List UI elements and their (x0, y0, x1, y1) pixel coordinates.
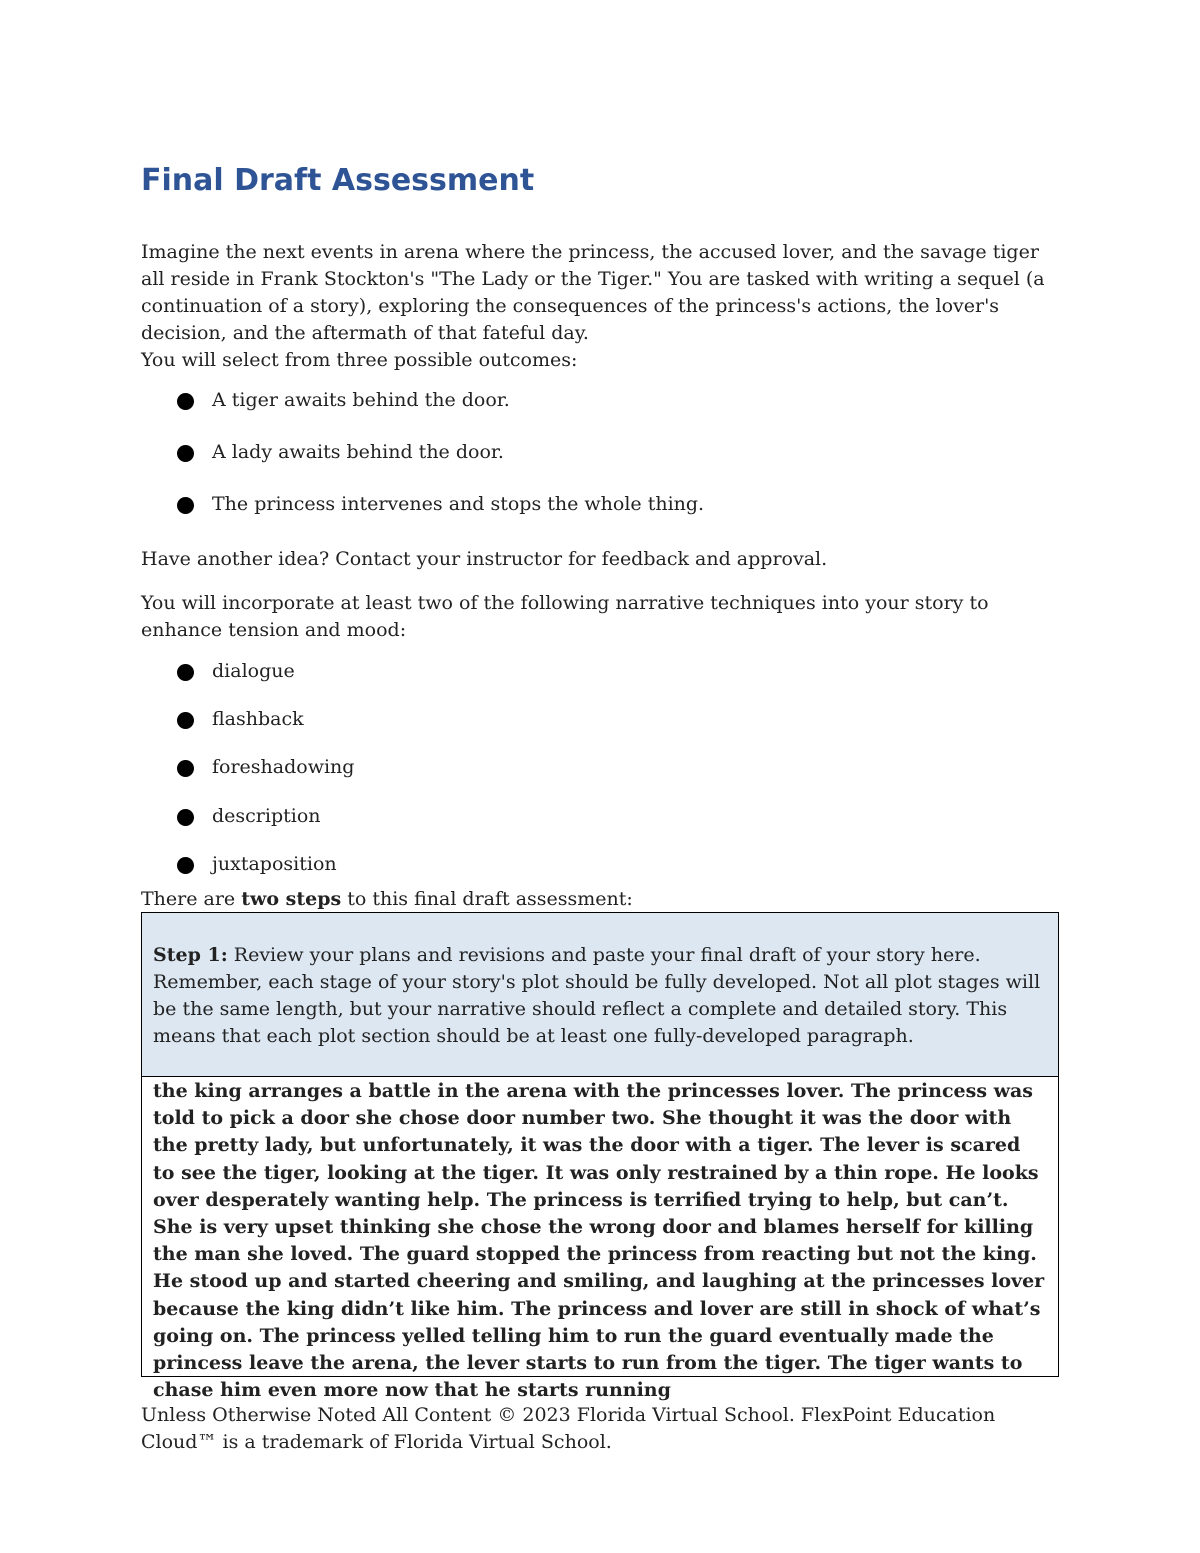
technique-text: flashback (212, 708, 304, 731)
list-item (177, 706, 354, 754)
technique-text: description (212, 804, 321, 827)
step1-table (141, 912, 1059, 1402)
technique-text: dialogue (212, 660, 295, 682)
outcome-text: The princess intervenes and stops the whole thing. (212, 493, 705, 515)
bullet-icon (177, 857, 194, 874)
outcome-text: A tiger awaits behind the door. (212, 389, 510, 411)
list-item (177, 439, 704, 491)
bullet-icon (177, 393, 194, 410)
bullet-icon (177, 760, 194, 777)
techniques-intro: You will incorporate at least two of the following narrative techniques into your story to enhance tension and mood: (141, 592, 989, 641)
list-item (177, 387, 704, 439)
techniques-list (177, 658, 354, 899)
outcomes-list (177, 387, 704, 543)
steps-intro-after: to this final draft assessment: (341, 888, 633, 910)
list-item (177, 658, 354, 706)
steps-intro-before: There are (141, 888, 242, 910)
steps-intro-bold: two steps (241, 888, 342, 910)
intro-paragraph: Imagine the next events in arena where the princess, the accused lover, and the savage tiger all reside in Frank Stockton's "The Lady or the Tiger." You are tasked with writing a sequel (a continuation of a story), exploring the consequences of the princess's actions, the lover's decision, and the aftermath of that fateful day. (141, 241, 1045, 344)
list-item (177, 491, 704, 543)
steps-intro (141, 886, 1061, 913)
bullet-icon (177, 712, 194, 729)
story-response: the king arranges a battle in the arena with the princesses lover. The princess was told to pick a door she chose door number two. She thought it was the door with the pretty lady, but unfortunately, it was the door with a tiger. The lever is scared to see the tiger, looking at the tiger. It was only restrained by a thin rope. He looks over desperately wanting help. The princess is terrified trying to help, but can’t. She is very upset thinking she chose the wrong door and blames herself for killing the man she loved. The guard stopped the princess from reacting but not the king. He stood up and started cheering and smiling, and laughing at the princesses lover because the king didn’t like him. The princess and lover are still in shock of what’s going on. The princess yelled telling him to run the guard eventually made the princess leave the arena, the lever starts to run from the tiger. The tiger wants to chase him even more now that he starts running (153, 1080, 1045, 1402)
technique-text: foreshadowing (212, 756, 355, 779)
list-item (177, 754, 354, 802)
step1-text: Review your plans and revisions and paste your final draft of your story here. Remember, each stage of your story's plot should be fully developed. Not all plot stages will be the same length, but your narrative should reflect a complete and detailed story. This means that each plot section should be at least one fully-developed paragraph. (153, 944, 1041, 1047)
bullet-icon (177, 497, 194, 514)
step1-instructions (142, 913, 1058, 1077)
another-idea-text: Have another idea? Contact your instructor for feedback and approval. (141, 548, 828, 570)
step1-label: Step 1: (153, 944, 228, 966)
page-title: Final Draft Assessment (141, 163, 535, 198)
outcome-text: A lady awaits behind the door. (212, 441, 504, 463)
outcomes-intro: You will select from three possible outcomes: (141, 349, 578, 371)
bullet-icon (177, 664, 194, 681)
copyright-footer: Unless Otherwise Noted All Content © 2023 Florida Virtual School. FlexPoint Education Cloud™ is a trademark of Florida Virtual School. (141, 1404, 996, 1453)
technique-text: juxtaposition (212, 852, 337, 875)
bullet-icon (177, 809, 194, 826)
bullet-icon (177, 445, 194, 462)
list-item (177, 803, 354, 851)
